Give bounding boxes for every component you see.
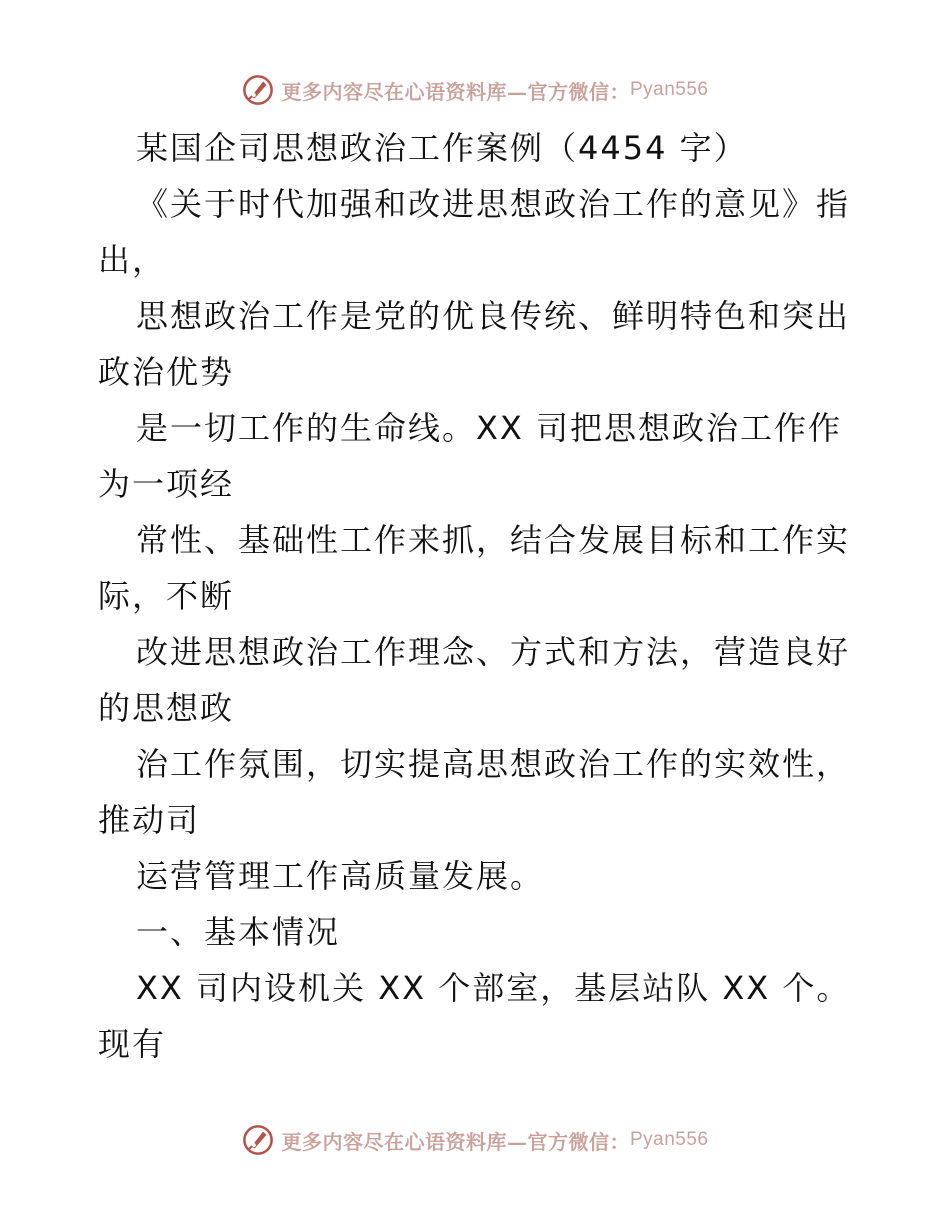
text-line: 推动司 xyxy=(98,801,201,839)
footer-banner-wechat: Pyan556 xyxy=(629,1129,709,1150)
footer-banner-text: 更多内容尽在心语资料库—官方微信： xyxy=(281,1129,630,1154)
section-heading: 一、基本情况 xyxy=(136,913,341,951)
text-line: 现有 xyxy=(98,1025,167,1063)
document-title: 某国企司思想政治工作案例（4454 字） xyxy=(136,129,748,167)
pen-nib-logo-icon xyxy=(241,73,275,107)
text-line: 际，不断 xyxy=(98,577,235,615)
text-line: 思想政治工作是党的优良传统、鲜明特色和突出 xyxy=(136,297,851,335)
text-line: XX 司内设机关 XX 个部室，基层站队 XX 个。 xyxy=(136,969,851,1007)
header-banner-wechat: Pyan556 xyxy=(629,79,709,100)
text-line: 《关于时代加强和改进思想政治工作的意见》指 xyxy=(136,185,851,223)
text-line: 改进思想政治工作理念、方式和方法，营造良好 xyxy=(136,633,851,671)
text-line: 常性、基础性工作来抓，结合发展目标和工作实 xyxy=(136,521,851,559)
document-body xyxy=(98,120,858,1072)
footer-banner xyxy=(0,1120,950,1160)
header-banner-text: 更多内容尽在心语资料库—官方微信： xyxy=(281,79,630,104)
text-line: 的思想政 xyxy=(98,689,235,727)
text-line: 治工作氛围，切实提高思想政治工作的实效性， xyxy=(136,745,851,783)
header-banner xyxy=(0,70,950,110)
text-line: 为一项经 xyxy=(98,465,235,503)
text-line: 政治优势 xyxy=(98,353,235,391)
pen-nib-logo-icon xyxy=(241,1123,275,1157)
text-line: 出， xyxy=(98,241,167,279)
text-line: 是一切工作的生命线。XX 司把思想政治工作作 xyxy=(136,409,843,447)
text-line: 运营管理工作高质量发展。 xyxy=(136,857,545,895)
